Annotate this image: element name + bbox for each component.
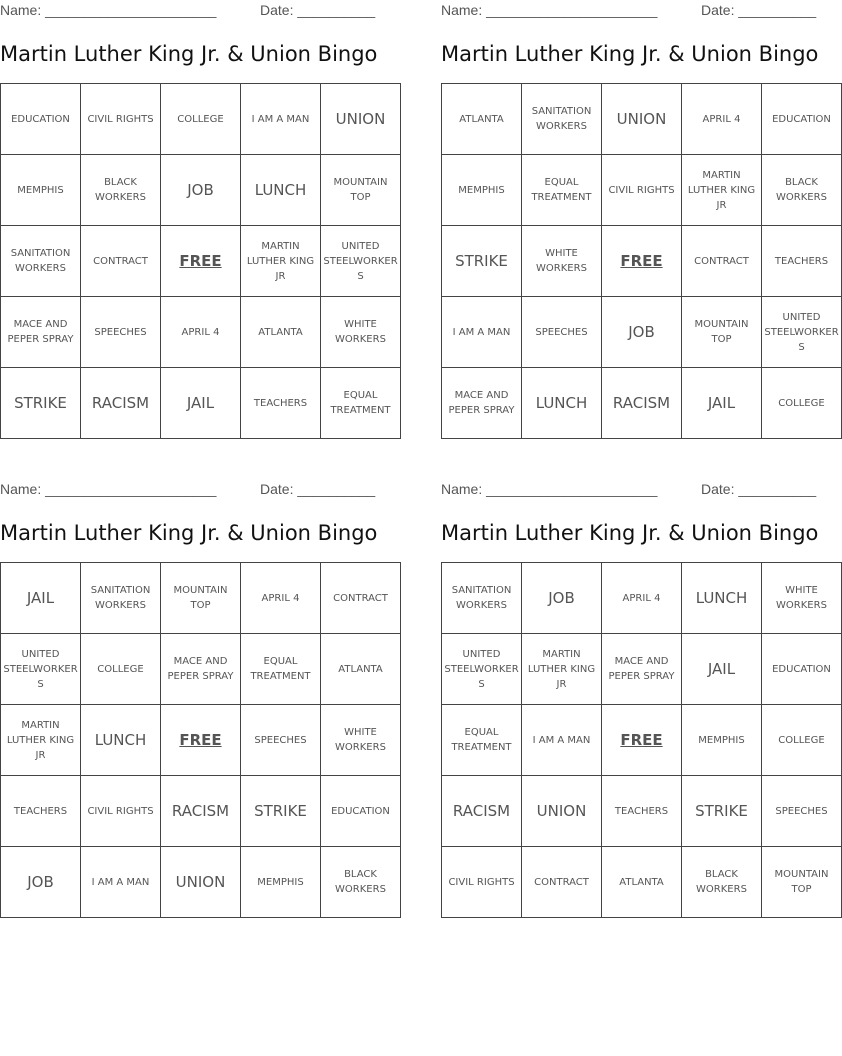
bingo-cell: TEACHERS bbox=[1, 776, 81, 847]
bingo-cell: EDUCATION bbox=[321, 776, 401, 847]
grid-row bbox=[1, 368, 401, 439]
bingo-cell: LUNCH bbox=[682, 563, 762, 634]
bingo-cell: MEMPHIS bbox=[241, 847, 321, 918]
bingo-cell: SPEECHES bbox=[241, 705, 321, 776]
bingo-grid bbox=[441, 83, 842, 439]
bingo-cell: SPEECHES bbox=[81, 297, 161, 368]
card-title: Martin Luther King Jr. & Union Bingo bbox=[441, 521, 819, 545]
free-space-cell: FREE bbox=[602, 705, 682, 776]
bingo-cell: EDUCATION bbox=[762, 84, 842, 155]
bingo-cell: ATLANTA bbox=[442, 84, 522, 155]
bingo-cell: CIVIL RIGHTS bbox=[81, 776, 161, 847]
free-space-cell: FREE bbox=[602, 226, 682, 297]
bingo-cell: ATLANTA bbox=[602, 847, 682, 918]
bingo-cell: MOUNTAIN TOP bbox=[161, 563, 241, 634]
bingo-cell: STRIKE bbox=[241, 776, 321, 847]
bingo-cell: EQUAL TREATMENT bbox=[442, 705, 522, 776]
bingo-cell: COLLEGE bbox=[161, 84, 241, 155]
bingo-cell: JAIL bbox=[682, 368, 762, 439]
bingo-cell: CONTRACT bbox=[522, 847, 602, 918]
bingo-cell: JAIL bbox=[161, 368, 241, 439]
date-field: Date: __________ bbox=[701, 2, 817, 18]
bingo-card-4 bbox=[441, 479, 831, 895]
bingo-cell: CONTRACT bbox=[682, 226, 762, 297]
bingo-cell: ATLANTA bbox=[241, 297, 321, 368]
bingo-card-3 bbox=[0, 479, 390, 895]
bingo-cell: MOUNTAIN TOP bbox=[762, 847, 842, 918]
bingo-cell: UNITED STEELWORKERS bbox=[1, 634, 81, 705]
grid-row bbox=[1, 84, 401, 155]
bingo-cell: SANITATION WORKERS bbox=[1, 226, 81, 297]
grid-row bbox=[442, 368, 842, 439]
bingo-cell: RACISM bbox=[161, 776, 241, 847]
bingo-cell: EDUCATION bbox=[1, 84, 81, 155]
bingo-cell: UNION bbox=[161, 847, 241, 918]
grid-row bbox=[1, 776, 401, 847]
bingo-cell: JOB bbox=[161, 155, 241, 226]
grid-row bbox=[442, 84, 842, 155]
bingo-cell: COLLEGE bbox=[762, 705, 842, 776]
bingo-cell: JOB bbox=[602, 297, 682, 368]
bingo-cell: I AM A MAN bbox=[241, 84, 321, 155]
bingo-cell: JOB bbox=[1, 847, 81, 918]
bingo-card-1 bbox=[0, 0, 398, 416]
bingo-cell: CIVIL RIGHTS bbox=[442, 847, 522, 918]
card-title: Martin Luther King Jr. & Union Bingo bbox=[441, 42, 819, 66]
bingo-cell: COLLEGE bbox=[762, 368, 842, 439]
grid-row bbox=[1, 847, 401, 918]
bingo-cell: JAIL bbox=[1, 563, 81, 634]
bingo-cell: UNION bbox=[321, 84, 401, 155]
bingo-cell: CONTRACT bbox=[321, 563, 401, 634]
bingo-cell: COLLEGE bbox=[81, 634, 161, 705]
bingo-cell: EQUAL TREATMENT bbox=[522, 155, 602, 226]
bingo-cell: MARTIN LUTHER KING JR bbox=[682, 155, 762, 226]
bingo-cell: SANITATION WORKERS bbox=[442, 563, 522, 634]
bingo-cell: STRIKE bbox=[442, 226, 522, 297]
free-space-cell: FREE bbox=[161, 226, 241, 297]
grid-row bbox=[1, 226, 401, 297]
bingo-cell: MEMPHIS bbox=[682, 705, 762, 776]
bingo-cell: EQUAL TREATMENT bbox=[321, 368, 401, 439]
grid-row bbox=[442, 705, 842, 776]
bingo-cell: RACISM bbox=[602, 368, 682, 439]
bingo-cell: MOUNTAIN TOP bbox=[321, 155, 401, 226]
card-title: Martin Luther King Jr. & Union Bingo bbox=[0, 521, 378, 545]
bingo-cell: EDUCATION bbox=[762, 634, 842, 705]
bingo-cell: LUNCH bbox=[241, 155, 321, 226]
card-header bbox=[0, 479, 375, 501]
bingo-cell: WHITE WORKERS bbox=[321, 705, 401, 776]
bingo-card-2 bbox=[441, 0, 839, 416]
bingo-cell: TEACHERS bbox=[762, 226, 842, 297]
bingo-grid bbox=[0, 83, 401, 439]
grid-row bbox=[1, 155, 401, 226]
name-field: Name: ______________________ bbox=[0, 2, 217, 18]
bingo-cell: CIVIL RIGHTS bbox=[81, 84, 161, 155]
bingo-cell: STRIKE bbox=[682, 776, 762, 847]
bingo-grid bbox=[0, 562, 401, 918]
bingo-cell: LUNCH bbox=[522, 368, 602, 439]
card-header bbox=[441, 0, 816, 22]
bingo-cell: APRIL 4 bbox=[602, 563, 682, 634]
bingo-cell: I AM A MAN bbox=[522, 705, 602, 776]
date-field: Date: __________ bbox=[260, 481, 376, 497]
bingo-cell: APRIL 4 bbox=[161, 297, 241, 368]
bingo-cell: UNITED STEELWORKERS bbox=[442, 634, 522, 705]
bingo-cell: MACE AND PEPER SPRAY bbox=[1, 297, 81, 368]
bingo-cell: BLACK WORKERS bbox=[762, 155, 842, 226]
grid-row bbox=[1, 297, 401, 368]
name-field: Name: ______________________ bbox=[441, 2, 658, 18]
grid-row bbox=[442, 563, 842, 634]
bingo-cell: UNION bbox=[522, 776, 602, 847]
bingo-cell: CONTRACT bbox=[81, 226, 161, 297]
bingo-cell: SPEECHES bbox=[762, 776, 842, 847]
bingo-cell: JAIL bbox=[682, 634, 762, 705]
bingo-cell: SANITATION WORKERS bbox=[81, 563, 161, 634]
bingo-cell: SPEECHES bbox=[522, 297, 602, 368]
bingo-cell: RACISM bbox=[442, 776, 522, 847]
bingo-cell: UNITED STEELWORKERS bbox=[321, 226, 401, 297]
grid-row bbox=[442, 634, 842, 705]
bingo-cell: BLACK WORKERS bbox=[81, 155, 161, 226]
grid-row bbox=[1, 563, 401, 634]
bingo-cell: I AM A MAN bbox=[442, 297, 522, 368]
card-header bbox=[0, 0, 375, 22]
bingo-cell: LUNCH bbox=[81, 705, 161, 776]
bingo-cell: MARTIN LUTHER KING JR bbox=[1, 705, 81, 776]
bingo-cell: ATLANTA bbox=[321, 634, 401, 705]
free-space-cell: FREE bbox=[161, 705, 241, 776]
bingo-cell: UNION bbox=[602, 84, 682, 155]
grid-row bbox=[1, 705, 401, 776]
bingo-cell: WHITE WORKERS bbox=[762, 563, 842, 634]
bingo-grid bbox=[441, 562, 842, 918]
name-field: Name: ______________________ bbox=[0, 481, 217, 497]
bingo-cell: TEACHERS bbox=[241, 368, 321, 439]
bingo-cell: APRIL 4 bbox=[682, 84, 762, 155]
bingo-cell: CIVIL RIGHTS bbox=[602, 155, 682, 226]
bingo-cell: STRIKE bbox=[1, 368, 81, 439]
grid-row bbox=[442, 847, 842, 918]
card-title: Martin Luther King Jr. & Union Bingo bbox=[0, 42, 378, 66]
bingo-cell: MACE AND PEPER SPRAY bbox=[161, 634, 241, 705]
date-field: Date: __________ bbox=[260, 2, 376, 18]
bingo-cell: JOB bbox=[522, 563, 602, 634]
date-field: Date: __________ bbox=[701, 481, 817, 497]
card-header bbox=[441, 479, 816, 501]
grid-row bbox=[442, 155, 842, 226]
grid-row bbox=[1, 634, 401, 705]
bingo-cell: SANITATION WORKERS bbox=[522, 84, 602, 155]
bingo-cell: I AM A MAN bbox=[81, 847, 161, 918]
bingo-cell: WHITE WORKERS bbox=[522, 226, 602, 297]
bingo-cell: MARTIN LUTHER KING JR bbox=[241, 226, 321, 297]
bingo-cell: MEMPHIS bbox=[442, 155, 522, 226]
bingo-cell: UNITED STEELWORKERS bbox=[762, 297, 842, 368]
bingo-cell: MOUNTAIN TOP bbox=[682, 297, 762, 368]
bingo-cell: TEACHERS bbox=[602, 776, 682, 847]
bingo-cell: MEMPHIS bbox=[1, 155, 81, 226]
grid-row bbox=[442, 226, 842, 297]
bingo-cell: BLACK WORKERS bbox=[321, 847, 401, 918]
bingo-cell: BLACK WORKERS bbox=[682, 847, 762, 918]
bingo-cell: EQUAL TREATMENT bbox=[241, 634, 321, 705]
bingo-cell: MARTIN LUTHER KING JR bbox=[522, 634, 602, 705]
bingo-cell: WHITE WORKERS bbox=[321, 297, 401, 368]
bingo-cell: MACE AND PEPER SPRAY bbox=[602, 634, 682, 705]
name-field: Name: ______________________ bbox=[441, 481, 658, 497]
grid-row bbox=[442, 297, 842, 368]
bingo-cell: MACE AND PEPER SPRAY bbox=[442, 368, 522, 439]
bingo-cell: APRIL 4 bbox=[241, 563, 321, 634]
grid-row bbox=[442, 776, 842, 847]
bingo-cell: RACISM bbox=[81, 368, 161, 439]
